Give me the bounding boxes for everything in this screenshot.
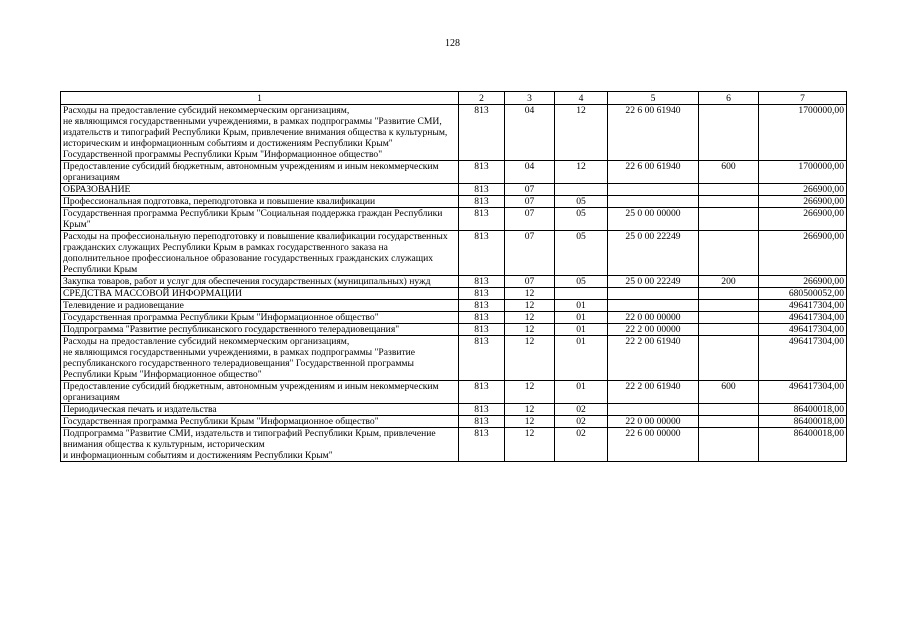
amount-cell: 496417304,00 xyxy=(759,324,847,336)
expense-type-cell xyxy=(699,324,759,336)
row-name-cell: ОБРАЗОВАНИЕ xyxy=(61,184,459,196)
grbs-code-cell: 813 xyxy=(459,184,505,196)
target-article-cell xyxy=(608,404,699,416)
amount-cell: 496417304,00 xyxy=(759,336,847,381)
section-code-cell: 12 xyxy=(505,404,555,416)
subsection-code-cell: 02 xyxy=(555,428,608,462)
section-code-cell: 07 xyxy=(505,196,555,208)
expense-type-cell xyxy=(699,105,759,161)
subsection-code-cell: 01 xyxy=(555,381,608,404)
target-article-cell xyxy=(608,288,699,300)
amount-cell: 86400018,00 xyxy=(759,428,847,462)
table-row xyxy=(61,312,847,324)
expense-type-cell: 600 xyxy=(699,381,759,404)
section-code-cell: 12 xyxy=(505,288,555,300)
table-row xyxy=(61,300,847,312)
target-article-cell: 25 0 00 00000 xyxy=(608,208,699,231)
table-body xyxy=(61,105,847,462)
expense-type-cell xyxy=(699,184,759,196)
target-article-cell: 22 2 00 61940 xyxy=(608,381,699,404)
amount-cell: 266900,00 xyxy=(759,184,847,196)
expense-type-cell xyxy=(699,428,759,462)
section-code-cell: 04 xyxy=(505,105,555,161)
row-name-cell: СРЕДСТВА МАССОВОЙ ИНФОРМАЦИИ xyxy=(61,288,459,300)
table-row xyxy=(61,324,847,336)
table-row xyxy=(61,416,847,428)
row-name-cell: Телевидение и радиовещание xyxy=(61,300,459,312)
grbs-code-cell: 813 xyxy=(459,336,505,381)
table-header-row xyxy=(61,92,847,105)
table-row xyxy=(61,184,847,196)
grbs-code-cell: 813 xyxy=(459,105,505,161)
column-header-2: 2 xyxy=(459,92,505,105)
grbs-code-cell: 813 xyxy=(459,276,505,288)
column-header-7: 7 xyxy=(759,92,847,105)
amount-cell: 266900,00 xyxy=(759,196,847,208)
expense-type-cell xyxy=(699,196,759,208)
page-number: 128 xyxy=(445,38,460,49)
grbs-code-cell: 813 xyxy=(459,312,505,324)
target-article-cell: 22 0 00 00000 xyxy=(608,312,699,324)
target-article-cell: 22 6 00 00000 xyxy=(608,428,699,462)
section-code-cell: 12 xyxy=(505,324,555,336)
row-name-cell: Периодическая печать и издательства xyxy=(61,404,459,416)
subsection-code-cell xyxy=(555,288,608,300)
subsection-code-cell: 01 xyxy=(555,324,608,336)
section-code-cell: 12 xyxy=(505,336,555,381)
amount-cell: 86400018,00 xyxy=(759,416,847,428)
subsection-code-cell: 12 xyxy=(555,161,608,184)
section-code-cell: 07 xyxy=(505,208,555,231)
table-row xyxy=(61,336,847,381)
expense-type-cell xyxy=(699,208,759,231)
grbs-code-cell: 813 xyxy=(459,428,505,462)
table-row xyxy=(61,381,847,404)
amount-cell: 86400018,00 xyxy=(759,404,847,416)
row-name-cell: Предоставление субсидий бюджетным, автономным учреждениям и иным некоммерческим организациям xyxy=(61,381,459,404)
section-code-cell: 07 xyxy=(505,276,555,288)
amount-cell: 1700000,00 xyxy=(759,105,847,161)
grbs-code-cell: 813 xyxy=(459,231,505,276)
subsection-code-cell: 05 xyxy=(555,196,608,208)
target-article-cell: 25 0 00 22249 xyxy=(608,276,699,288)
target-article-cell: 22 0 00 00000 xyxy=(608,416,699,428)
section-code-cell: 07 xyxy=(505,184,555,196)
grbs-code-cell: 813 xyxy=(459,324,505,336)
subsection-code-cell: 05 xyxy=(555,208,608,231)
subsection-code-cell: 05 xyxy=(555,231,608,276)
row-name-cell: Государственная программа Республики Крым "Информационное общество" xyxy=(61,416,459,428)
subsection-code-cell: 02 xyxy=(555,416,608,428)
row-name-cell: Предоставление субсидий бюджетным, автономным учреждениям и иным некоммерческим организациям xyxy=(61,161,459,184)
expense-type-cell xyxy=(699,404,759,416)
subsection-code-cell: 12 xyxy=(555,105,608,161)
amount-cell: 266900,00 xyxy=(759,276,847,288)
section-code-cell: 07 xyxy=(505,231,555,276)
subsection-code-cell: 02 xyxy=(555,404,608,416)
subsection-code-cell: 05 xyxy=(555,276,608,288)
row-name-cell: Расходы на предоставление субсидий некоммерческим организациям, не являющимся государственными учреждениями, в рамках подпрограммы "Развитие СМИ, издательств и типографий Республики Крым, привлечение внимания общества к культурным, историческим и информационным событиям и достижениям Республики Крым" Государственной программы Республики Крым "Информационное общество" xyxy=(61,105,459,161)
expense-type-cell: 600 xyxy=(699,161,759,184)
subsection-code-cell xyxy=(555,184,608,196)
target-article-cell: 25 0 00 22249 xyxy=(608,231,699,276)
table-row xyxy=(61,404,847,416)
grbs-code-cell: 813 xyxy=(459,208,505,231)
expense-type-cell xyxy=(699,336,759,381)
row-name-cell: Подпрограмма "Развитие республиканского государственного телерадиовещания" xyxy=(61,324,459,336)
table-row xyxy=(61,105,847,161)
row-name-cell: Подпрограмма "Развитие СМИ, издательств и типографий Республики Крым, привлечение внимания общества к культурным, историческим и информационным событиям и достижениям Республики Крым" xyxy=(61,428,459,462)
target-article-cell xyxy=(608,184,699,196)
target-article-cell: 22 6 00 61940 xyxy=(608,105,699,161)
table-row xyxy=(61,208,847,231)
expense-type-cell xyxy=(699,288,759,300)
grbs-code-cell: 813 xyxy=(459,300,505,312)
row-name-cell: Расходы на профессиональную переподготовку и повышение квалификации государственных гражданских служащих Республики Крым в рамках государственного заказа на дополнительное профессиональное образование государственных гражданских служащих Республики Крым xyxy=(61,231,459,276)
amount-cell: 496417304,00 xyxy=(759,381,847,404)
section-code-cell: 04 xyxy=(505,161,555,184)
amount-cell: 266900,00 xyxy=(759,231,847,276)
target-article-cell xyxy=(608,300,699,312)
subsection-code-cell: 01 xyxy=(555,312,608,324)
column-header-4: 4 xyxy=(555,92,608,105)
amount-cell: 1700000,00 xyxy=(759,161,847,184)
grbs-code-cell: 813 xyxy=(459,404,505,416)
amount-cell: 266900,00 xyxy=(759,208,847,231)
expense-type-cell xyxy=(699,312,759,324)
target-article-cell: 22 6 00 61940 xyxy=(608,161,699,184)
table-row xyxy=(61,196,847,208)
grbs-code-cell: 813 xyxy=(459,288,505,300)
target-article-cell: 22 2 00 61940 xyxy=(608,336,699,381)
column-header-1: 1 xyxy=(61,92,459,105)
row-name-cell: Государственная программа Республики Крым "Информационное общество" xyxy=(61,312,459,324)
row-name-cell: Профессиональная подготовка, переподготовка и повышение квалификации xyxy=(61,196,459,208)
column-header-6: 6 xyxy=(699,92,759,105)
target-article-cell: 22 2 00 00000 xyxy=(608,324,699,336)
section-code-cell: 12 xyxy=(505,312,555,324)
expense-type-cell xyxy=(699,231,759,276)
section-code-cell: 12 xyxy=(505,381,555,404)
amount-cell: 496417304,00 xyxy=(759,312,847,324)
row-name-cell: Расходы на предоставление субсидий некоммерческим организациям, не являющимся государственными учреждениями, в рамках подпрограммы "Развитие республиканского государственного телерадиовещания" Государственной программы Республики Крым "Информационное общество" xyxy=(61,336,459,381)
grbs-code-cell: 813 xyxy=(459,161,505,184)
expense-type-cell xyxy=(699,416,759,428)
expense-type-cell xyxy=(699,300,759,312)
section-code-cell: 12 xyxy=(505,416,555,428)
amount-cell: 496417304,00 xyxy=(759,300,847,312)
grbs-code-cell: 813 xyxy=(459,196,505,208)
target-article-cell xyxy=(608,196,699,208)
expense-type-cell: 200 xyxy=(699,276,759,288)
table-row xyxy=(61,276,847,288)
table-row xyxy=(61,161,847,184)
budget-table xyxy=(60,91,847,462)
amount-cell: 680500052,00 xyxy=(759,288,847,300)
grbs-code-cell: 813 xyxy=(459,416,505,428)
column-header-5: 5 xyxy=(608,92,699,105)
table-row xyxy=(61,231,847,276)
row-name-cell: Закупка товаров, работ и услуг для обеспечения государственных (муниципальных) нужд xyxy=(61,276,459,288)
section-code-cell: 12 xyxy=(505,428,555,462)
grbs-code-cell: 813 xyxy=(459,381,505,404)
subsection-code-cell: 01 xyxy=(555,336,608,381)
subsection-code-cell: 01 xyxy=(555,300,608,312)
table-row xyxy=(61,428,847,462)
section-code-cell: 12 xyxy=(505,300,555,312)
table-row xyxy=(61,288,847,300)
row-name-cell: Государственная программа Республики Крым "Социальная поддержка граждан Республики Крым" xyxy=(61,208,459,231)
column-header-3: 3 xyxy=(505,92,555,105)
